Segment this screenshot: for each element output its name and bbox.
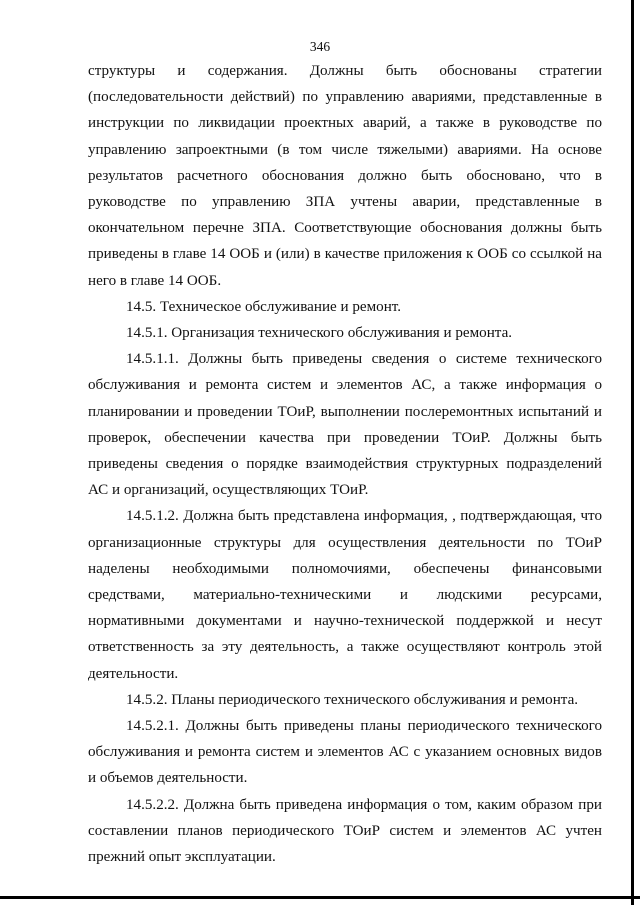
- section-heading-14-5-1: 14.5.1. Организация технического обслуживания и ремонта.: [126, 325, 513, 342]
- paragraph-continuation: структуры и содержания. Должны быть обоснованы стратегии (последовательности действий) по управлению авариями, представленные в инструкции по ликвидации проектных аварий, а также в руководстве по управлению запроектными (в том числе тяжелыми) авариями. На основе результатов расчетного обоснования должно быть обосновано, что в руководстве по управлению ЗПА учтены аварии, представленные в окончательном перечне ЗПА. Соответствующие обоснования должны быть приведены в главе 14 ООБ и (или) в качестве приложения к ООБ со ссылкой на него в главе 14 ООБ.: [88, 63, 602, 289]
- paragraph-14-5-1-2: 14.5.1.2. Должна быть представлена информация, , подтверждающая, что организационные структуры для осуществления деятельности по ТОиР наделены необходимыми полномочиями, обеспечены финансовыми средствами, материально-техническими и людскими ресурсами, нормативными документами и научно-технической поддержкой и несут ответственность за эту деятельность, а также осуществляют контроль этой деятельности.: [88, 508, 602, 682]
- paragraph-14-5-1-1: 14.5.1.1. Должны быть приведены сведения о системе технического обслуживания и ремонта систем и элементов АС, а также информация о планировании и проведении ТОиР, выполнении послеремонтных испытаний и проверок, обеспечении качества при проведении ТОиР. Должны быть приведены сведения о порядке взаимодействия структурных подразделений АС и организаций, осуществляющих ТОиР.: [88, 351, 602, 499]
- scan-border-bottom: [0, 896, 640, 899]
- section-heading-14-5: 14.5. Техническое обслуживание и ремонт.: [126, 298, 402, 315]
- document-body: [88, 58, 602, 870]
- scan-border-right: [631, 0, 634, 905]
- page-number: 346: [309, 39, 331, 54]
- section-heading-14-5-2: 14.5.2. Планы периодического технического обслуживания и ремонта.: [126, 691, 579, 708]
- paragraph-14-5-2-1: 14.5.2.1. Должны быть приведены планы периодического технического обслуживания и ремонта систем и элементов АС с указанием основных видов и объемов деятельности.: [88, 718, 602, 787]
- paragraph-14-5-2-2: 14.5.2.2. Должна быть приведена информация о том, каким образом при составлении планов периодического ТОиР систем и элементов АС учтен прежний опыт эксплуатации.: [88, 796, 602, 866]
